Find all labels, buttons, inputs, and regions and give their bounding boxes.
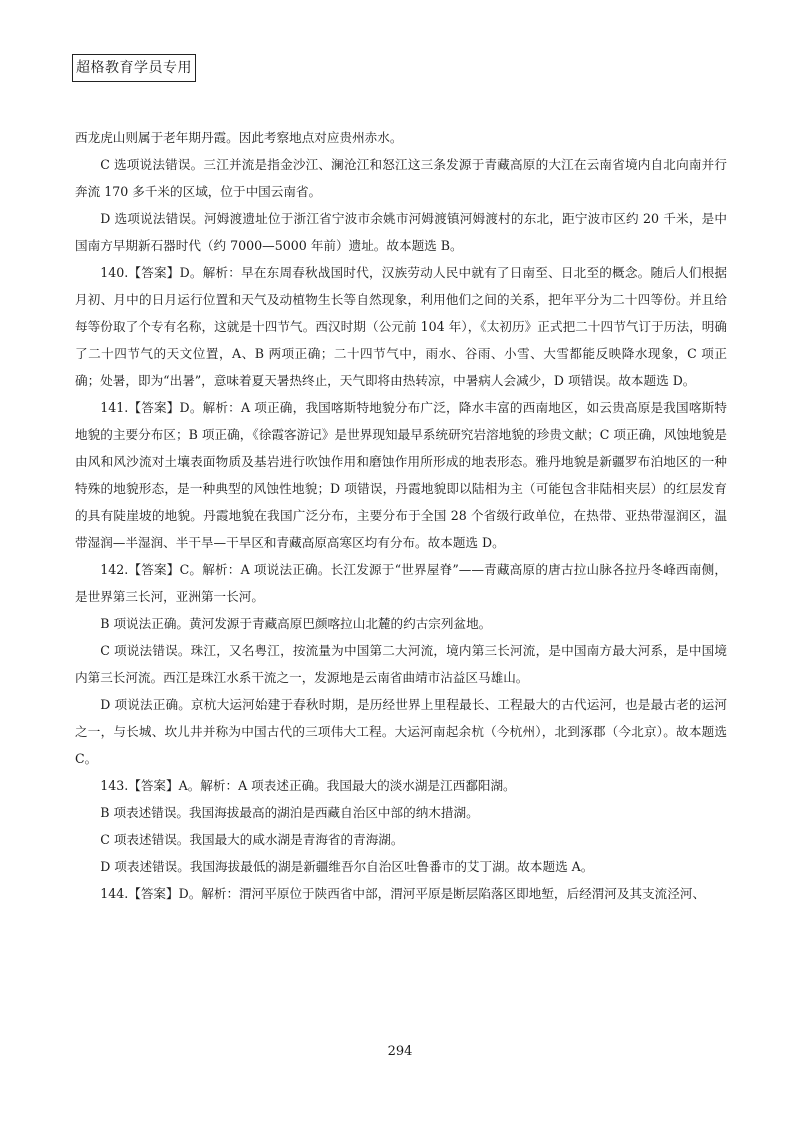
paragraph: 西龙虎山则属于老年期丹霞。因此考察地点对应贵州赤水。 — [75, 130, 403, 145]
paragraph: D 选项说法错误。河姆渡遗址位于浙江省宁波市余姚市河姆渡镇河姆渡村的东北，距宁波市区约 20 千米，是中国南方早期新石器时代（约 7000—5000 年前）遗址。故本题选 B。 — [75, 211, 727, 253]
paragraph: 142.【答案】C。解析：A 项说法正确。长江发源于“世界屋脊”——青藏高原的唐古拉山脉各拉丹冬峰西南侧，是世界第三长河，亚洲第一长河。 — [75, 562, 727, 604]
paragraph: C 选项说法错误。三江并流是指金沙江、澜沧江和怒江这三条发源于青藏高原的大江在云南省境内自北向南并行奔流 170 多千米的区域，位于中国云南省。 — [75, 157, 727, 199]
header-badge: 超格教育学员专用 — [72, 54, 196, 82]
page-number: 294 — [387, 1044, 413, 1059]
paragraph: C 项说法错误。珠江，又名粤江，按流量为中国第二大河流，境内第三长河流，是中国南方最大河系，是中国境内第三长河流。西江是珠江水系干流之一，发源地是云南省曲靖市沾益区马雄山。 — [75, 643, 727, 685]
paragraph: D 项说法正确。京杭大运河始建于春秋时期，是历经世界上里程最长、工程最大的古代运河，也是最古老的运河之一，与长城、坎儿井并称为中国古代的三项伟大工程。大运河南起余杭（今杭州），北到涿郡（今北京）。故本题选 C。 — [75, 697, 727, 766]
paragraph: D 项表述错误。我国海拔最低的湖是新疆维吾尔自治区吐鲁番市的艾丁湖。故本题选 A。 — [100, 859, 594, 874]
paragraph: 144.【答案】D。解析：渭河平原位于陕西省中部，渭河平原是断层陷落区即地堑，后经渭河及其支流泾河、 — [100, 886, 706, 901]
document-body — [75, 124, 727, 907]
paragraph: 141.【答案】D。解析：A 项正确，我国喀斯特地貌分布广泛，降水丰富的西南地区，如云贵高原是我国喀斯特地貌的主要分布区；B 项正确，《徐霞客游记》是世界现知最早系统研究岩溶地貌的珍贵文献；C 项正确，风蚀地貌是由风和风沙流对土壤表面物质及基岩进行吹蚀作用和磨蚀作用所形成的地表形态。雅丹地貌是新疆罗布泊地区的一种特殊的地貌形态，是一种典型的风蚀性地貌；D 项错误，丹霞地貌即以陆相为主（可能包含非陆相夹层）的红层发育的具有陡崖坡的地貌。丹霞地貌在我国广泛分布，主要分布于全国 28 个省级行政单位，在热带、亚热带湿润区，温带湿润—半湿润、半干旱—干旱区和青藏高原高寒区均有分布。故本题选 D。 — [75, 400, 727, 550]
paragraph: 140.【答案】D。解析：早在东周春秋战国时代，汉族劳动人民中就有了日南至、日北至的概念。随后人们根据月初、月中的日月运行位置和天气及动植物生长等自然现象，利用他们之间的关系，把年平分为二十四等份。并且给每等份取了个专有名称，这就是十四节气。西汉时期（公元前 104 年），《太初历》正式把二十四节气订于历法，明确了二十四节气的天文位置，A、B 两项正确；二十四节气中，雨水、谷雨、小雪、大雪都能反映降水现象，C 项正确；处暑，即为“出暑”，意味着夏天暑热终止，天气即将由热转凉，中暑病人会减少，D 项错误。故本题选 D。 — [75, 265, 727, 388]
paragraph: 143.【答案】A。解析：A 项表述正确。我国最大的淡水湖是江西鄱阳湖。 — [100, 778, 516, 793]
paragraph: C 项表述错误。我国最大的咸水湖是青海省的青海湖。 — [100, 832, 404, 847]
paragraph: B 项说法正确。黄河发源于青藏高原巴颜喀拉山北麓的约古宗列盆地。 — [100, 616, 492, 631]
paragraph: B 项表述错误。我国海拔最高的湖泊是西藏自治区中部的纳木措湖。 — [100, 805, 479, 820]
